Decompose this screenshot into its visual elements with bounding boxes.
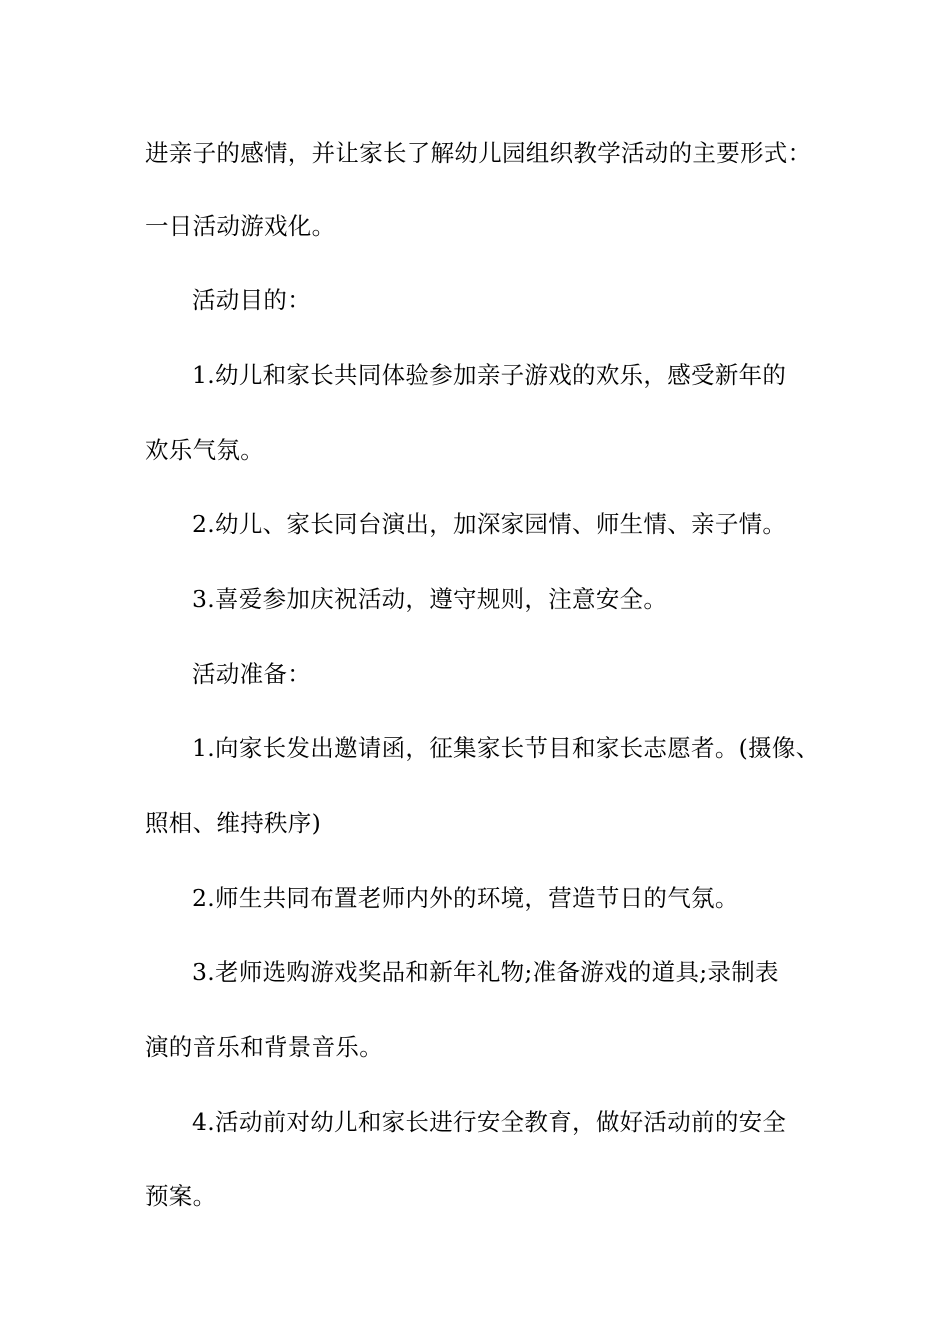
text-line: 演的音乐和背景音乐。 — [145, 1033, 383, 1061]
text-line: 一日活动游戏化。 — [145, 212, 336, 240]
section-heading-preparation: 活动准备： — [192, 660, 311, 688]
text-line: 照相、维持秩序) — [145, 809, 322, 837]
section-heading-purpose: 活动目的： — [192, 286, 311, 314]
text-line: 2.幼儿、家长同台演出，加深家园情、师生情、亲子情。 — [192, 510, 787, 538]
text-line: 预案。 — [145, 1182, 217, 1210]
text-line: 3.老师选购游戏奖品和新年礼物;准备游戏的道具;录制表 — [192, 958, 779, 986]
text-line: 进亲子的感情，并让家长了解幼儿园组织教学活动的主要形式： — [145, 139, 812, 167]
text-line: 1.幼儿和家长共同体验参加亲子游戏的欢乐，感受新年的 — [192, 361, 787, 389]
text-line: 2.师生共同布置老师内外的环境，营造节日的气氛。 — [192, 884, 739, 912]
text-line: 1.向家长发出邀请函，征集家长节目和家长志愿者。(摄像、 — [192, 734, 820, 762]
text-line: 欢乐气氛。 — [145, 436, 264, 464]
text-line: 3.喜爱参加庆祝活动，遵守规则，注意安全。 — [192, 585, 668, 613]
text-line: 4.活动前对幼儿和家长进行安全教育，做好活动前的安全 — [192, 1108, 787, 1136]
